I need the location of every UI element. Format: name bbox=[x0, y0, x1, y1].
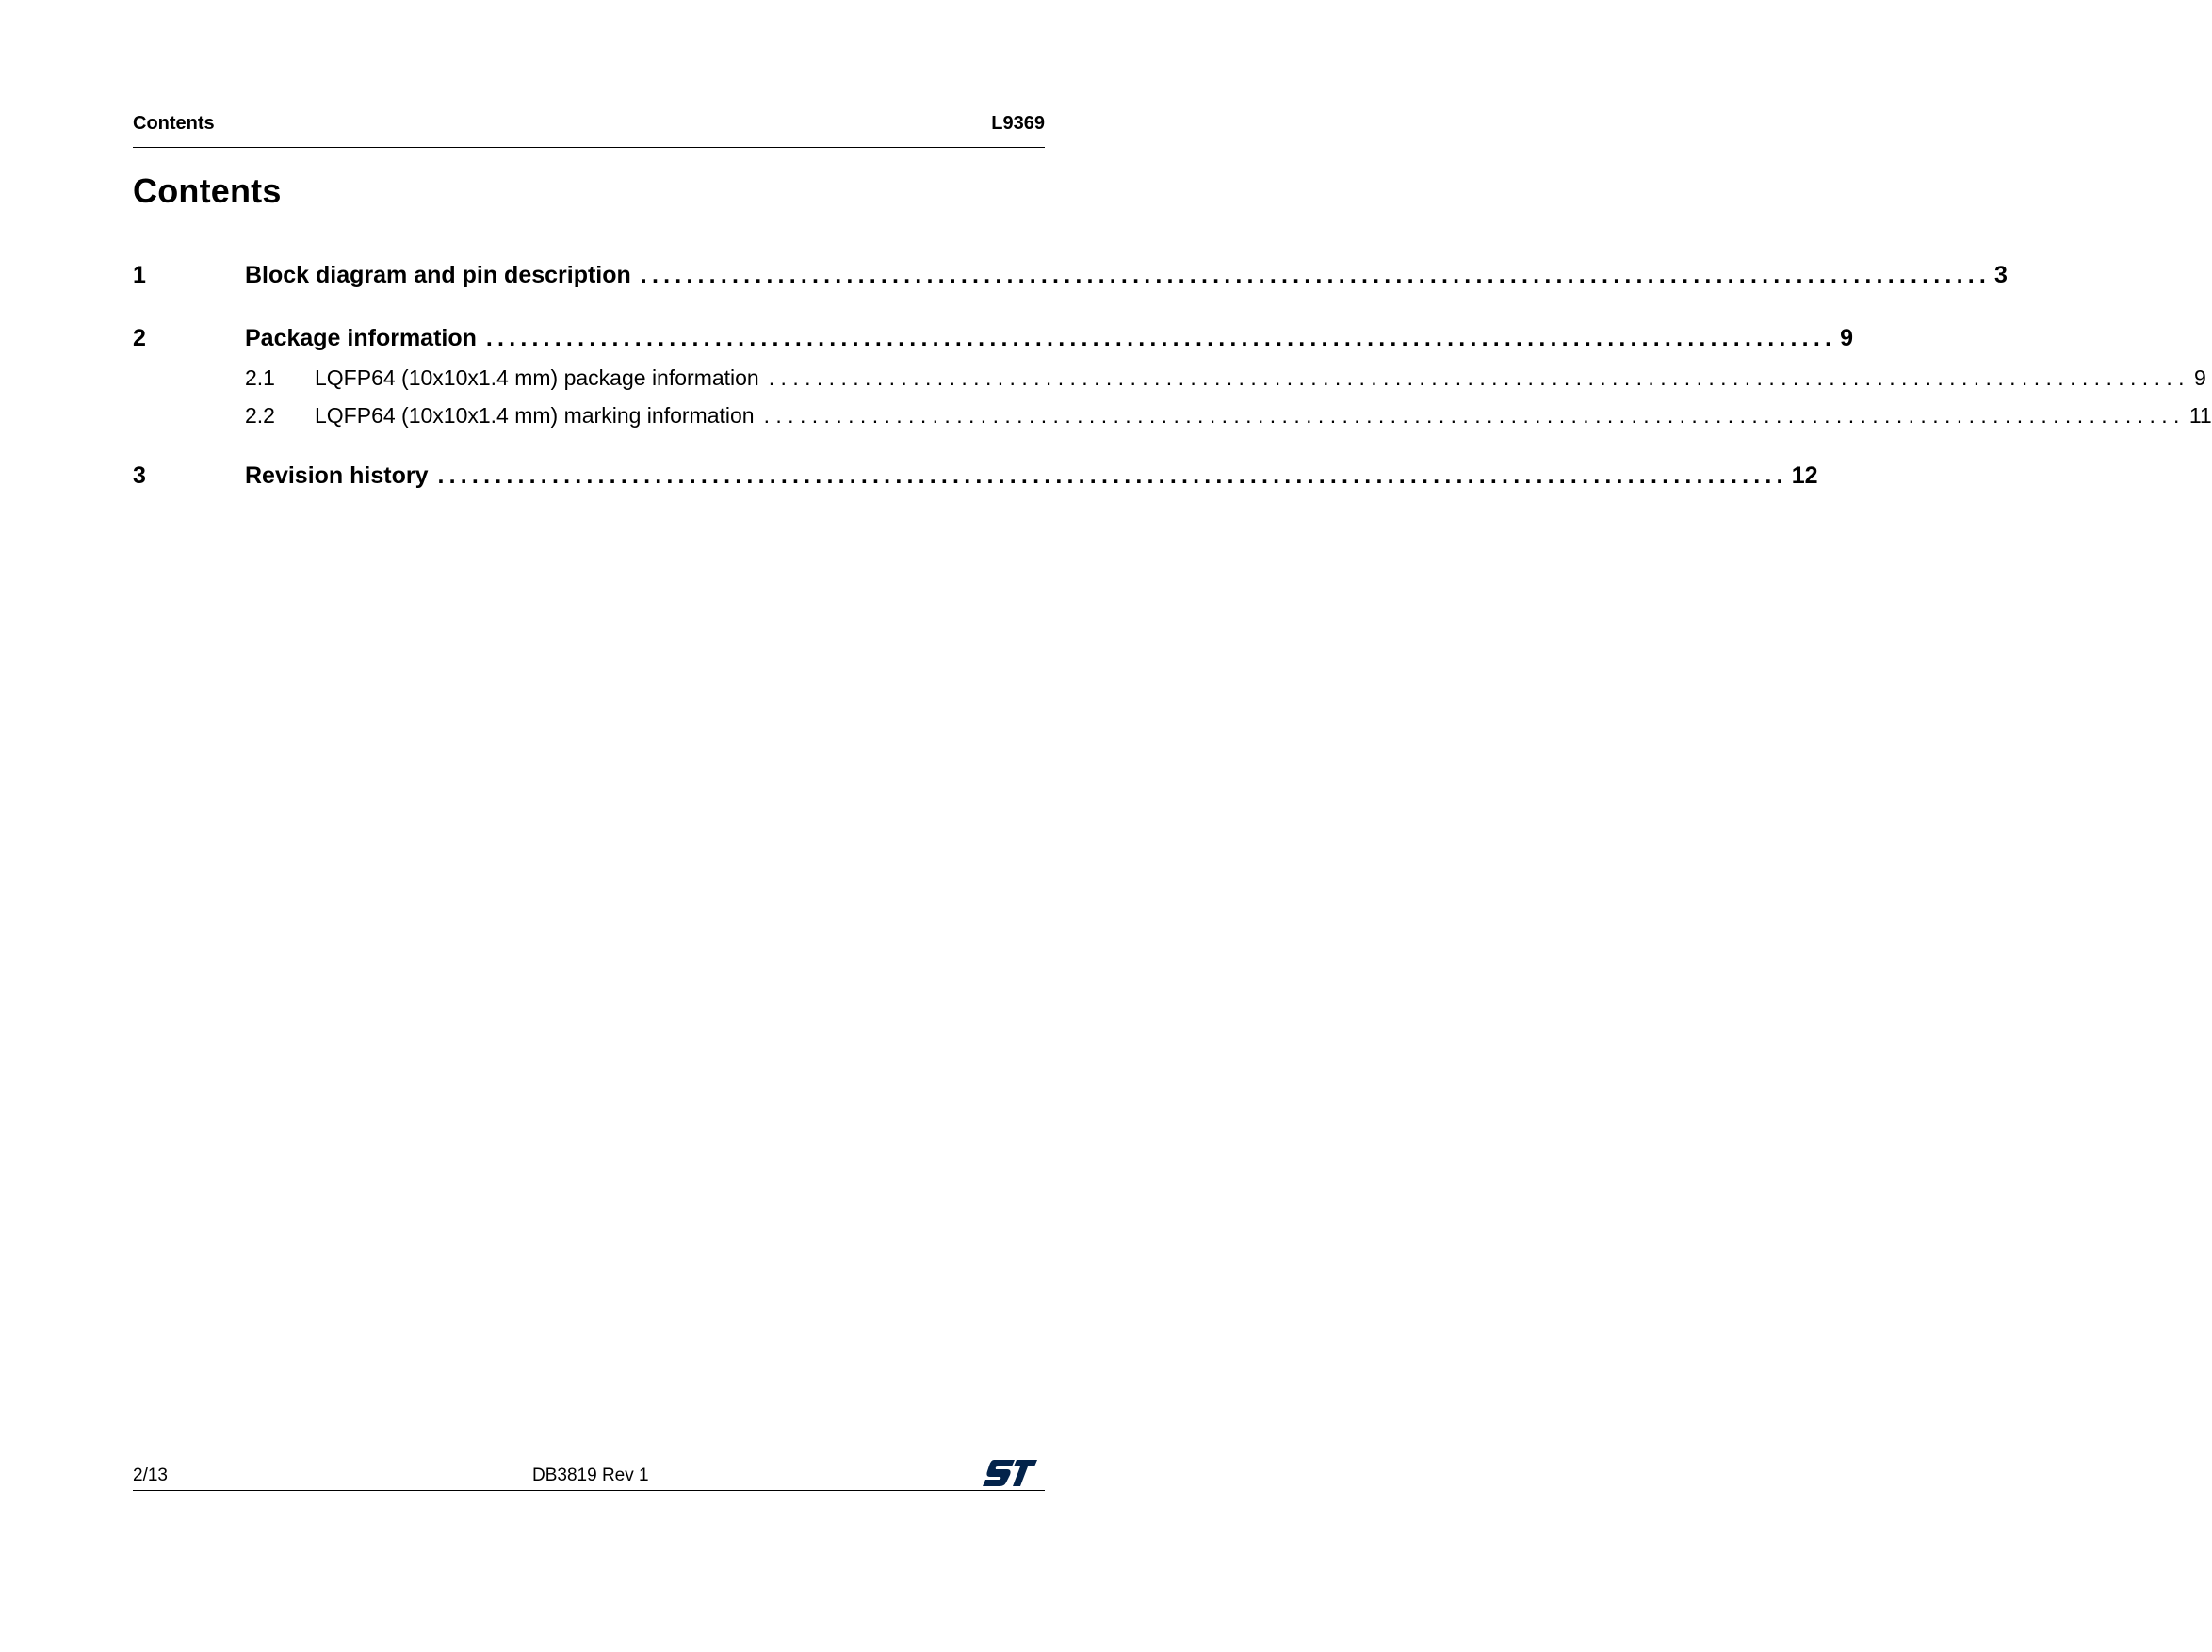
toc-entry-1[interactable] bbox=[133, 262, 2008, 294]
header-section-label: Contents bbox=[133, 113, 215, 134]
dot-leader: ...................................................................................................................... bbox=[768, 365, 2190, 390]
toc-entry-number: 3 bbox=[133, 462, 146, 489]
toc-entry-2[interactable] bbox=[133, 325, 1854, 357]
page-title: Contents bbox=[133, 171, 282, 210]
toc-entry-title: LQFP64 (10x10x1.4 mm) package information bbox=[315, 365, 759, 390]
toc-entry-number: 2.2 bbox=[245, 403, 275, 428]
toc-entry-number: 1 bbox=[133, 262, 146, 288]
toc-entry-2-1[interactable] bbox=[133, 365, 2206, 396]
dot-leader: ...................................................................................................................... bbox=[485, 325, 1837, 351]
toc-entry-page: 12 bbox=[1791, 462, 1818, 489]
dot-leader: ...................................................................................................................... bbox=[640, 262, 1992, 288]
toc-entry-title: Block diagram and pin description bbox=[245, 262, 631, 288]
toc-entry-2-2[interactable] bbox=[133, 403, 2212, 433]
dot-leader: ...................................................................................................................... bbox=[763, 403, 2186, 428]
page-footer bbox=[133, 1462, 1045, 1491]
footer-page-number: 2/13 bbox=[133, 1466, 168, 1485]
page-header bbox=[133, 111, 1045, 148]
header-part-number: L9369 bbox=[991, 113, 1045, 134]
footer-doc-reference: DB3819 Rev 1 bbox=[532, 1466, 649, 1485]
toc-entry-title: LQFP64 (10x10x1.4 mm) marking information bbox=[315, 403, 755, 428]
st-logo-icon bbox=[981, 1456, 1037, 1490]
toc-entry-number: 2.1 bbox=[245, 365, 275, 390]
dot-leader: ...................................................................................................................... bbox=[437, 462, 1788, 489]
toc-entry-3[interactable] bbox=[133, 462, 1818, 494]
toc-entry-number: 2 bbox=[133, 325, 146, 351]
toc-entry-title: Revision history bbox=[245, 462, 429, 489]
toc-entry-title: Package information bbox=[245, 325, 477, 351]
toc-entry-page: 11 bbox=[2188, 403, 2212, 428]
toc-entry-page: 9 bbox=[1840, 325, 1854, 351]
toc-entry-page: 9 bbox=[2193, 365, 2206, 390]
toc-entry-page: 3 bbox=[1994, 262, 2008, 288]
